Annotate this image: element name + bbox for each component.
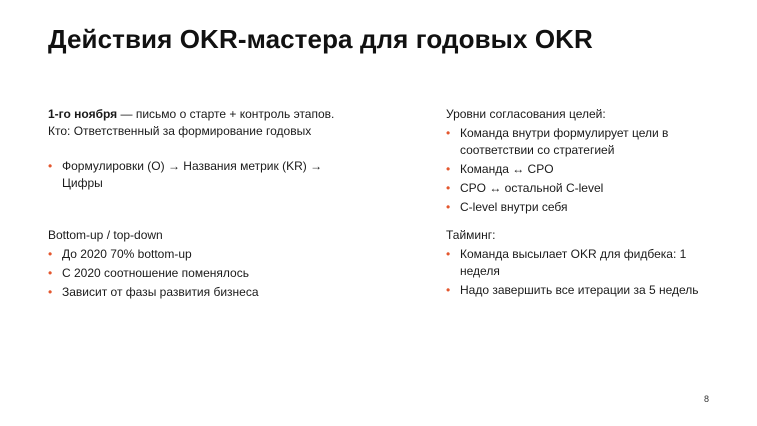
list-item-text: CPO ↔ остальной C-level — [460, 181, 604, 195]
left-list-1-block — [48, 158, 348, 194]
list-item — [48, 158, 348, 192]
right-list-2 — [446, 246, 708, 299]
right-section-1 — [446, 106, 708, 218]
list-item — [48, 246, 358, 263]
right-section-2-heading: Тайминг: — [446, 228, 496, 242]
list-item-text: C-level внутри себя — [460, 200, 568, 214]
list-item — [48, 265, 358, 282]
left-list-1 — [48, 158, 348, 192]
left-section-2-heading: Bottom-up / top-down — [48, 228, 163, 242]
bullet-icon: • — [446, 181, 451, 195]
list-item — [446, 282, 708, 299]
right-list-1 — [446, 125, 708, 216]
list-item-text: Команда высылает OKR для фидбека: 1 неделя — [460, 247, 687, 278]
intro-date: 1-го ноября — [48, 107, 118, 121]
list-item — [446, 125, 708, 159]
left-section-2 — [48, 227, 358, 303]
list-item-text: Зависит от фазы развития бизнеса — [62, 285, 259, 299]
page-number: 8 — [703, 394, 709, 404]
bullet-icon: • — [48, 266, 53, 280]
list-item — [446, 246, 708, 280]
bullet-icon: • — [446, 126, 451, 140]
list-item-text: Формулировки (O) → Названия метрик (KR) → Цифры — [62, 159, 323, 190]
bullet-icon: • — [446, 283, 451, 297]
bullet-icon: • — [48, 159, 53, 173]
slide-title: Действия OKR-мастера для годовых OKR — [48, 24, 593, 54]
list-item-text: Команда внутри формулирует цели в соответствии со стратегией — [460, 126, 669, 157]
bullet-icon: • — [446, 247, 451, 261]
bullet-icon: • — [446, 162, 451, 176]
bullet-icon: • — [48, 285, 53, 299]
bullet-icon: • — [48, 247, 53, 261]
who-line: Кто: Ответственный за формирование годовых — [48, 124, 312, 138]
left-column — [48, 106, 358, 140]
list-item-text: С 2020 соотношение поменялось — [62, 266, 249, 280]
intro-line — [48, 106, 358, 123]
list-item — [446, 180, 708, 197]
list-item-text: До 2020 70% bottom-up — [62, 247, 192, 261]
list-item-text: Надо завершить все итерации за 5 недель — [460, 283, 699, 297]
left-list-2 — [48, 246, 358, 301]
intro-text: — письмо о старте + контроль этапов. — [117, 107, 335, 121]
list-item — [446, 161, 708, 178]
bullet-icon: • — [446, 200, 451, 214]
list-item — [446, 199, 708, 216]
list-item-text: Команда ↔ CPO — [460, 162, 554, 176]
list-item — [48, 284, 358, 301]
right-section-1-heading: Уровни согласования целей: — [446, 107, 606, 121]
right-section-2 — [446, 227, 708, 301]
